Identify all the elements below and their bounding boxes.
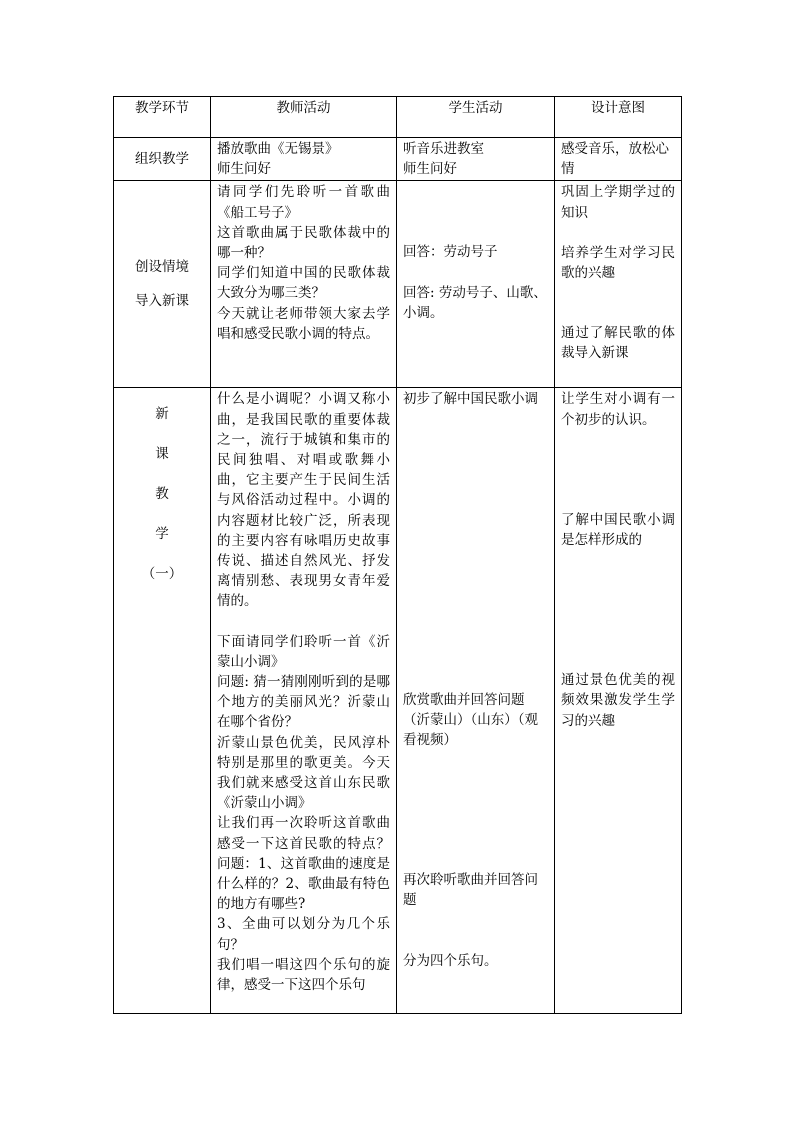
header-intent: 设计意图	[555, 97, 682, 138]
stage-char: 教	[155, 486, 169, 503]
stage-char: （一）	[141, 566, 183, 583]
student-cell	[397, 388, 555, 1014]
stage-organize: 组织教学	[114, 138, 211, 181]
teacher-text: 同学们知道中国的民歌体裁大致分为哪三类？	[217, 265, 390, 302]
table-row	[114, 138, 682, 181]
stage-line: 导入新课	[135, 293, 189, 310]
teacher-text: 我们唱一唱这四个乐句的旋律，感受一下这四个乐句	[217, 956, 390, 994]
table-row	[114, 388, 682, 1014]
intent-cell	[555, 138, 682, 181]
intent-text: 巩固上学期学过的知识	[561, 184, 675, 221]
header-student: 学生活动	[397, 97, 555, 138]
student-text: 听音乐进教室	[403, 141, 484, 157]
teacher-text: 播放歌曲《无锡景》	[217, 141, 339, 157]
teacher-text: 下面请同学们聆听一首《沂蒙山小调》	[217, 633, 390, 670]
teacher-cell	[211, 388, 397, 1014]
student-cell	[397, 138, 555, 181]
intent-cell	[555, 388, 682, 1014]
header-teacher: 教师活动	[211, 97, 397, 138]
teacher-text: 什么是小调呢？小调又称小曲，是我国民歌的重要体裁之一，流行于城镇和集市的民间独唱、对唱或歌舞小曲，它主要产生于民间生活与风俗活动过程中。小调的内容题材比较广泛，所表现的主要内容有咏唱历史故事传说、描述自然风光、抒发离情别愁、表现男女青年爱情的。	[217, 391, 390, 610]
header-stage: 教学环节	[114, 97, 211, 138]
student-text: 再次聆听歌曲并回答问题	[403, 872, 538, 909]
student-text: 师生问好	[403, 161, 457, 178]
teacher-text: 沂蒙山景色优美，民风淳朴特别是那里的歌更美。今天我们就来感受这首山东民歌《沂蒙山小调》	[217, 734, 390, 812]
teacher-text: 师生问好	[217, 161, 271, 178]
intent-text: 感受音乐，放松心情	[561, 141, 669, 178]
student-cell	[397, 181, 555, 388]
teacher-text: 3、全曲可以划分为几个乐句？	[217, 916, 390, 953]
stage-char: 新	[155, 406, 169, 423]
stage-char: 课	[155, 446, 169, 463]
header-row	[114, 97, 682, 138]
teacher-text: 问题: 猜一猜刚刚听到的是哪个地方的美丽风光？沂蒙山在哪个省份？	[217, 674, 390, 731]
teacher-text: 今天就让老师带领大家去学唱和感受民歌小调的特点。	[217, 305, 390, 342]
teacher-cell	[211, 181, 397, 388]
teacher-cell	[211, 138, 397, 181]
student-text: 初步了解中国民歌小调	[403, 391, 538, 408]
student-text: 回答：劳动号子	[403, 244, 498, 261]
teacher-text: 让我们再一次聆听这首歌曲感受一下这首民歌的特点？问题：1、这首歌曲的速度是什么样的？2、歌曲最有特色的地方有哪些?	[217, 815, 390, 913]
lesson-plan-table	[113, 96, 682, 1014]
stage-introduce	[114, 181, 211, 388]
stage-new-lesson	[114, 388, 211, 1014]
intent-cell	[555, 181, 682, 388]
intent-text: 培养学生对学习民歌的兴趣	[561, 244, 675, 282]
student-text: 分为四个乐句。	[403, 952, 498, 969]
intent-text: 通过景色优美的视频效果激发学生学习的兴趣	[561, 672, 675, 729]
intent-text: 了解中国民歌小调是怎样形成的	[561, 511, 675, 549]
table-row	[114, 181, 682, 388]
intent-text: 通过了解民歌的体裁导入新课	[561, 325, 675, 362]
teacher-text: 这首歌曲属于民歌体裁中的哪一种？	[217, 224, 390, 262]
student-text: 欣赏歌曲并回答问题（沂蒙山）（山东）（观看视频）	[403, 691, 538, 749]
student-text: 回答: 劳动号子、山歌、小调。	[403, 284, 547, 321]
intent-text: 让学生对小调有一个初步的认识。	[561, 391, 675, 428]
stage-char: 学	[155, 526, 169, 543]
stage-line: 创设情境	[135, 259, 189, 276]
teacher-text: 请同学们先聆听一首歌曲《船工号子》	[217, 184, 390, 221]
